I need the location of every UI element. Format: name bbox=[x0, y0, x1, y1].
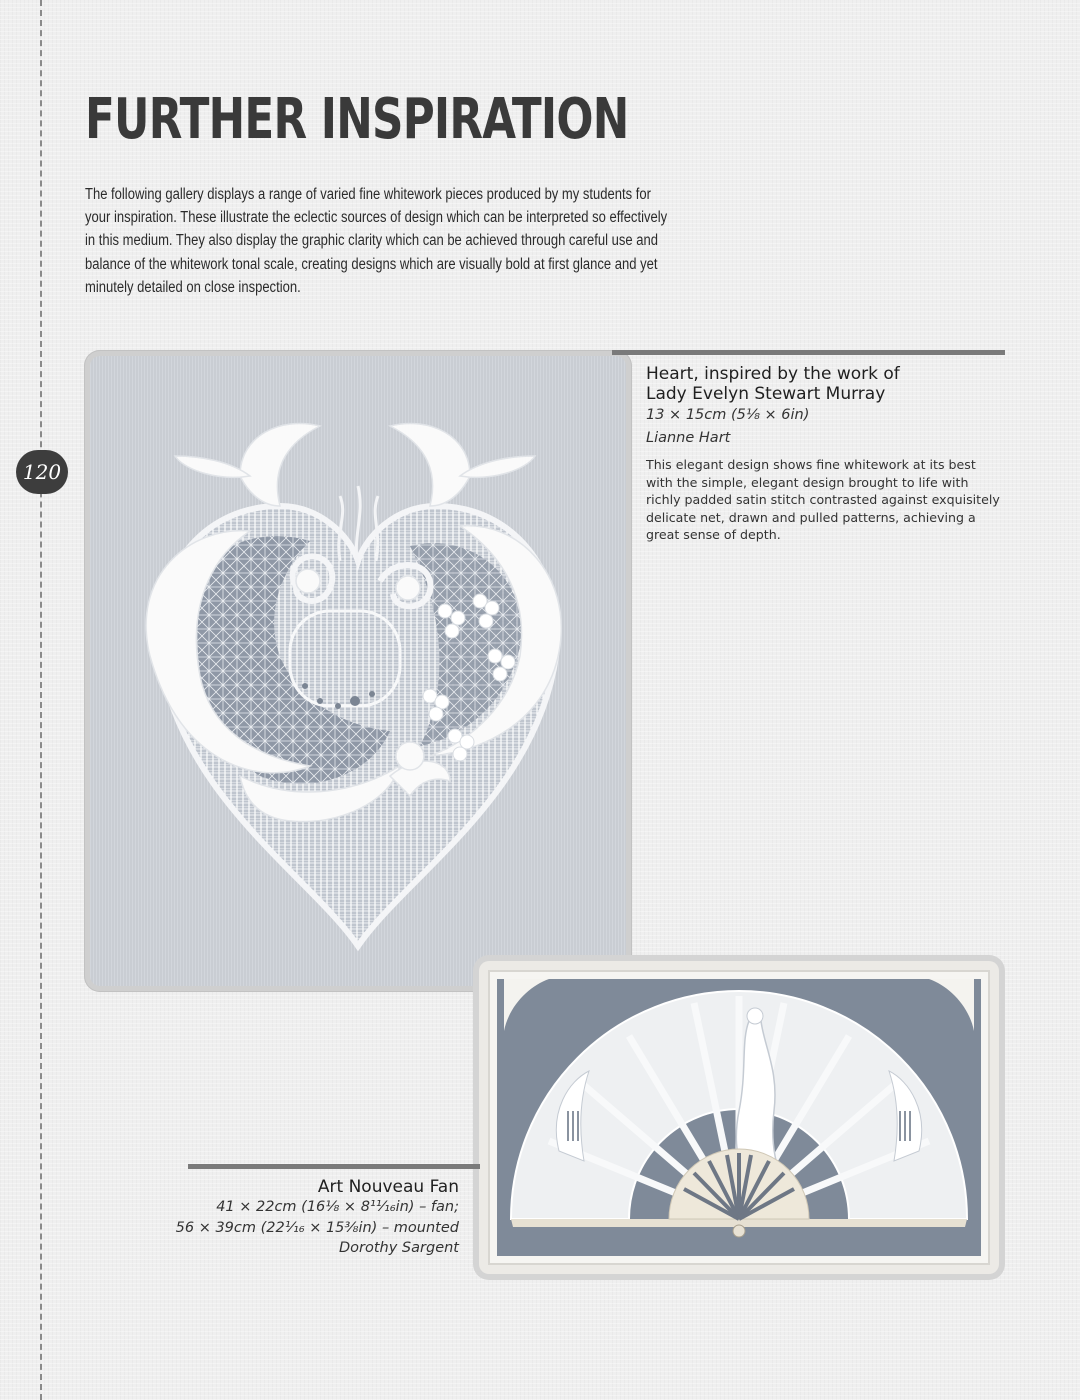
page-number: 120 bbox=[22, 460, 62, 484]
heart-size: 13 × 15cm (5⅛ × 6in) bbox=[646, 407, 810, 423]
fan-embroidery-photo bbox=[473, 955, 1005, 1280]
caption-rule-bottom bbox=[188, 1164, 480, 1169]
fan-caption bbox=[160, 1177, 459, 1259]
fan-size-line2: 56 × 39cm (22¹⁄₁₆ × 15⅜in) – mounted bbox=[175, 1219, 459, 1236]
fan-embroidery-image bbox=[479, 961, 999, 1274]
fan-title: Art Nouveau Fan bbox=[317, 1177, 459, 1197]
intro-paragraph: The following gallery displays a range of varied fine whitework pieces produced by my students for your inspiration. These illustrate the eclectic sources of design which can be interpreted so effectively in this medium. They also display the graphic clarity which can be achieved through careful use and balance of the whitework tonal scale, creating designs which are visually bold at first glance and yet minutely detailed on close inspection. bbox=[85, 186, 668, 296]
heart-title-line2: Lady Evelyn Stewart Murray bbox=[646, 384, 886, 404]
heart-embroidery-image bbox=[90, 356, 626, 986]
heart-title-line1: Heart, inspired by the work of bbox=[646, 364, 900, 384]
page-title: FURTHER INSPIRATION bbox=[85, 87, 629, 152]
page-number-badge bbox=[16, 450, 68, 494]
caption-rule-top bbox=[612, 350, 1005, 355]
fan-size-line1: 41 × 22cm (16⅛ × 8¹¹⁄₁₆in) – fan; bbox=[216, 1199, 459, 1215]
heart-artist: Lianne Hart bbox=[646, 430, 731, 446]
heart-embroidery-photo bbox=[84, 350, 632, 992]
heart-description: This elegant design shows fine whitework at its best with the simple, elegant design brought to life with richly padded satin stitch contrasted against exquisitely delicate net, drawn and pulled patterns, achieving a great sense of depth. bbox=[646, 457, 1000, 543]
fan-artist: Dorothy Sargent bbox=[339, 1240, 459, 1256]
heart-caption bbox=[646, 364, 1006, 544]
margin-dashed-line bbox=[40, 0, 42, 1400]
